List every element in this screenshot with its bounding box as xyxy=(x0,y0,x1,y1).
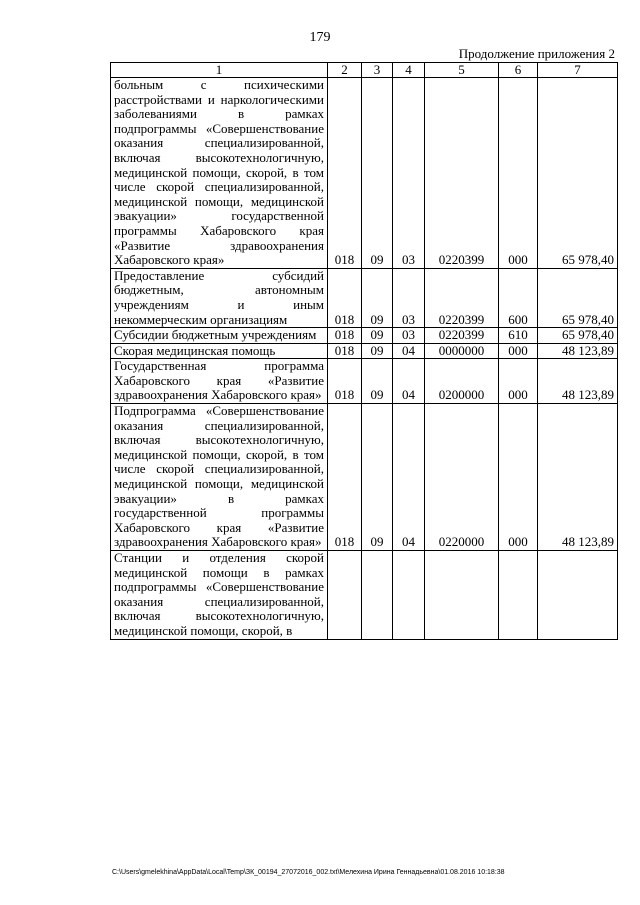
cell-section: 09 xyxy=(362,328,393,344)
cell-ministry: 018 xyxy=(328,404,362,551)
row-name: больным с психическими расстройствами и наркологическими заболеваниями в рамках подпрограммы «Совершенствование оказания специализированной, включая высокотехнологичную, медицинской помощи, скорой, в том числе скорой специализированной, медицинской помощи, медицинской эвакуации» государственной программы Хабаровского края «Развитие здравоохранения Хабаровского края» xyxy=(111,78,328,269)
cell-section: 09 xyxy=(362,78,393,269)
col-header-3: 3 xyxy=(362,63,393,78)
cell-section: 09 xyxy=(362,343,393,359)
cell-expense-type: 000 xyxy=(499,343,538,359)
file-path-footer: C:\Users\gmelekhina\AppData\Local\Temp\ЗК_00194_27072016_002.txt\Мелехина Ирина Геннадьевна\01.08.2016 10:18:38 xyxy=(112,869,505,876)
row-name: Станции и отделения скорой медицинской помощи в рамках подпрограммы «Совершенствование оказания специализированной, включая высокотехнологичную, медицинской помощи, скорой, в xyxy=(111,551,328,640)
cell-section: 09 xyxy=(362,359,393,404)
cell-expense-type: 000 xyxy=(499,404,538,551)
table-row xyxy=(111,343,618,359)
cell-target: 0220399 xyxy=(425,78,499,269)
col-header-1: 1 xyxy=(111,63,328,78)
col-header-4: 4 xyxy=(393,63,425,78)
header-row xyxy=(111,63,618,78)
cell-ministry: 018 xyxy=(328,78,362,269)
cell-subsection: 04 xyxy=(393,359,425,404)
col-header-5: 5 xyxy=(425,63,499,78)
cell-target xyxy=(425,551,499,640)
cell-expense-type xyxy=(499,551,538,640)
cell-target: 0220000 xyxy=(425,404,499,551)
cell-amount xyxy=(538,551,618,640)
cell-ministry: 018 xyxy=(328,328,362,344)
cell-section: 09 xyxy=(362,268,393,327)
cell-section xyxy=(362,551,393,640)
row-name: Предоставление субсидий бюджетным, автономным учреждениям и иным некоммерческим организациям xyxy=(111,268,328,327)
cell-expense-type: 600 xyxy=(499,268,538,327)
table-row xyxy=(111,78,618,269)
cell-section: 09 xyxy=(362,404,393,551)
cell-expense-type: 610 xyxy=(499,328,538,344)
cell-subsection: 03 xyxy=(393,78,425,269)
cell-expense-type: 000 xyxy=(499,78,538,269)
page-number: 179 xyxy=(309,30,331,45)
cell-ministry xyxy=(328,551,362,640)
cell-subsection: 04 xyxy=(393,343,425,359)
cell-subsection: 03 xyxy=(393,328,425,344)
cell-amount: 48 123,89 xyxy=(538,404,618,551)
col-header-6: 6 xyxy=(499,63,538,78)
row-name: Субсидии бюджетным учреждениям xyxy=(111,328,328,344)
cell-subsection: 04 xyxy=(393,404,425,551)
cell-target: 0220399 xyxy=(425,268,499,327)
cell-subsection xyxy=(393,551,425,640)
cell-expense-type: 000 xyxy=(499,359,538,404)
cell-target: 0200000 xyxy=(425,359,499,404)
row-name: Подпрограмма «Совершенствование оказания специализированной, включая высокотехнологичную, медицинской помощи, скорой, в том числе скорой специализированной, медицинской помощи, медицинской эвакуации» в рамках государственной программы Хабаровского края «Развитие здравоохранения Хабаровского края» xyxy=(111,404,328,551)
cell-amount: 48 123,89 xyxy=(538,359,618,404)
col-header-7: 7 xyxy=(538,63,618,78)
cell-amount: 65 978,40 xyxy=(538,78,618,269)
cell-ministry: 018 xyxy=(328,359,362,404)
cell-amount: 65 978,40 xyxy=(538,268,618,327)
table-row xyxy=(111,404,618,551)
row-name: Скорая медицинская помощь xyxy=(111,343,328,359)
cell-ministry: 018 xyxy=(328,343,362,359)
cell-target: 0000000 xyxy=(425,343,499,359)
cell-target: 0220399 xyxy=(425,328,499,344)
table-row xyxy=(111,328,618,344)
table-row xyxy=(111,359,618,404)
cell-subsection: 03 xyxy=(393,268,425,327)
col-header-2: 2 xyxy=(328,63,362,78)
cell-ministry: 018 xyxy=(328,268,362,327)
table-row xyxy=(111,268,618,327)
table-row xyxy=(111,551,618,640)
row-name: Государственная программа Хабаровского края «Развитие здравоохранения Хабаровского края» xyxy=(111,359,328,404)
continuation-note: Продолжение приложения 2 xyxy=(458,46,615,61)
budget-table xyxy=(110,62,618,640)
cell-amount: 48 123,89 xyxy=(538,343,618,359)
cell-amount: 65 978,40 xyxy=(538,328,618,344)
